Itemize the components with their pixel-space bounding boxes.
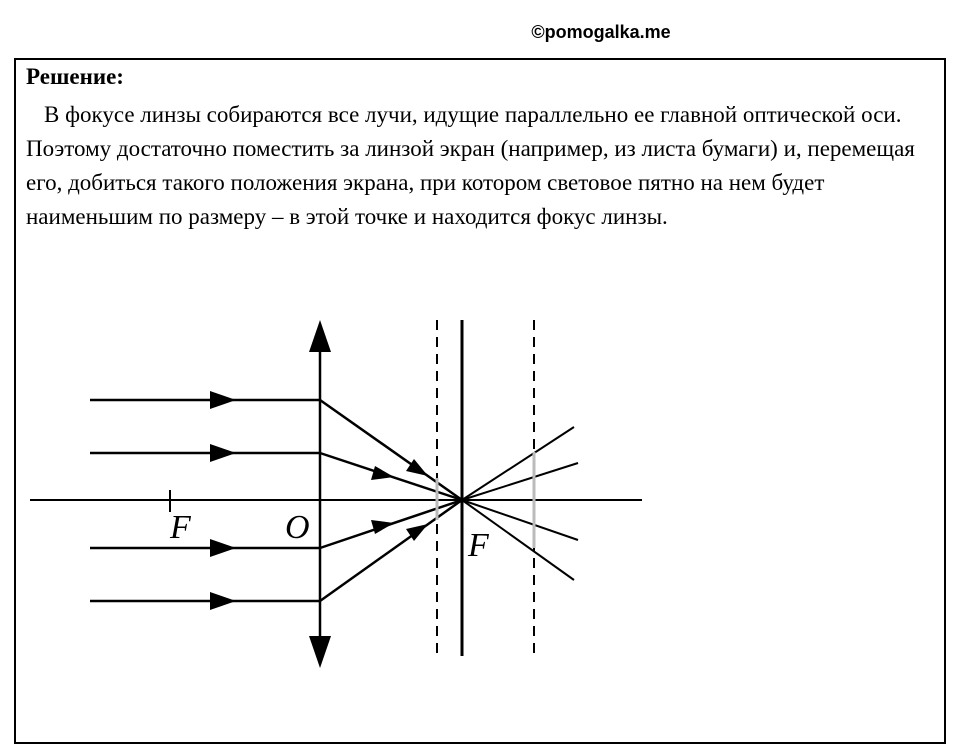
watermark-text: ©pomogalka.me — [531, 22, 671, 42]
solution-text: В фокусе линзы собираются все лучи, идущие параллельно ее главной оптической оси. Поэтому достаточно поместить за линзой экран (например, из листа бумаги) и, перемещая его, добиться такого положения экрана, при котором световое пятно на нем будет наименьшим по размеру – в этой точке и находится фокус линзы. — [26, 102, 915, 229]
label-focus-left: F — [170, 509, 191, 546]
label-focus-right: F — [468, 527, 489, 564]
converging-lens — [309, 320, 331, 668]
label-optical-center: O — [285, 509, 310, 546]
solution-heading: Решение: — [26, 64, 124, 89]
